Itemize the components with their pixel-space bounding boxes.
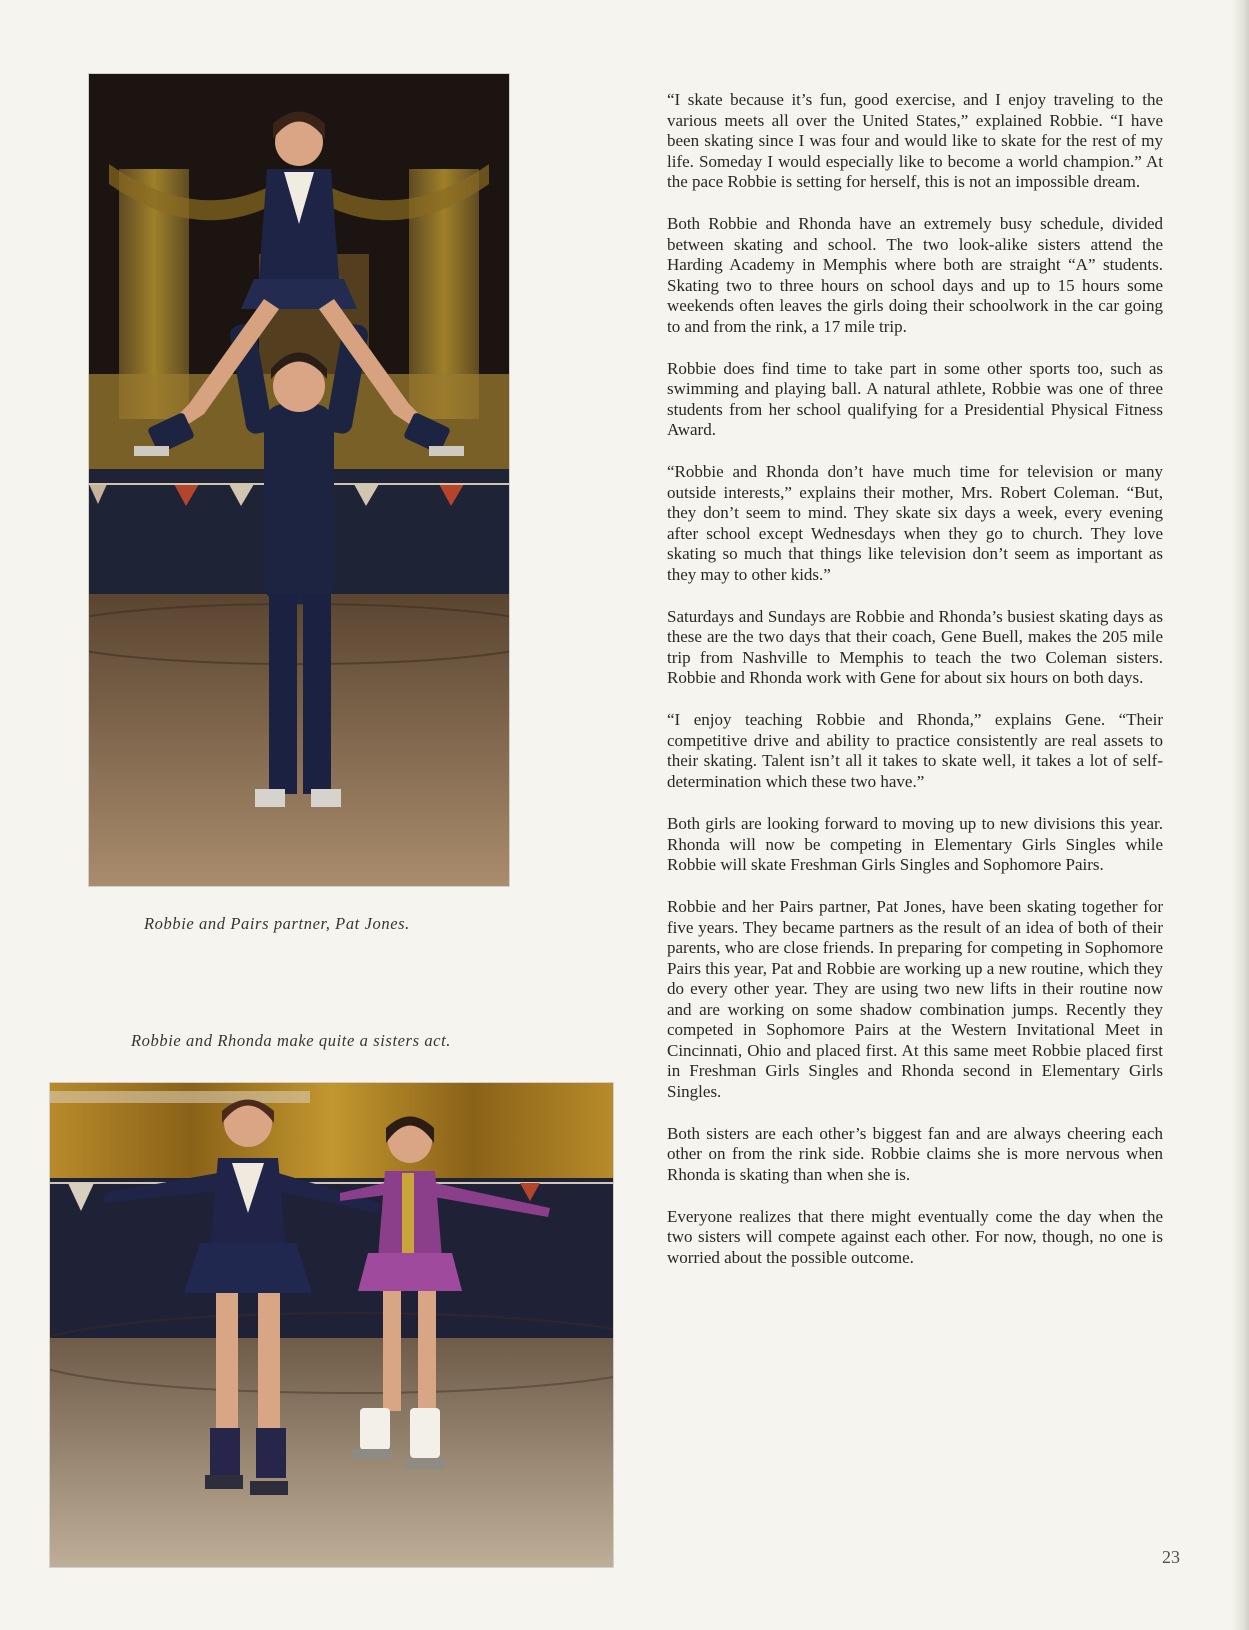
article-paragraph-6: “I enjoy teaching Robbie and Rhonda,” explains Gene. “Their competitive drive and ability to practice consistently are real assets to their skating. Talent isn’t all it takes to skate well, it takes a lot of self-determination which these two have.” — [667, 710, 1163, 791]
article-paragraph-10: Everyone realizes that there might eventually come the day when the two sisters will compete against each other. For now, though, no one is worried about the possible outcome. — [667, 1206, 1163, 1267]
article-paragraph-2: Both Robbie and Rhonda have an extremely busy schedule, divided between skating and school. The two look-alike sisters attend the Harding Academy in Memphis where both are straight “A” students. Skating two to three hours on school days and up to 15 hours some weekends often leaves the girls doing their schoolwork in the car going to and from the rink, a 17 mile trip. — [667, 214, 1163, 336]
article-paragraph-4: “Robbie and Rhonda don’t have much time for television or many outside interests,” explains their mother, Mrs. Robert Coleman. “But, they don’t seem to mind. They skate six days a week, every evening after school except Wednesdays when they go to church. They love skating so much that things like television don’t seem as important as they may to other kids.” — [667, 462, 1163, 584]
article-paragraph-9: Both sisters are each other’s biggest fan and are always cheering each other on from the rink side. Robbie claims she is more nervous when Rhonda is skating than when she is. — [667, 1123, 1163, 1184]
page-number: 23 — [1162, 1547, 1180, 1567]
article-paragraph-1: “I skate because it’s fun, good exercise, and I enjoy traveling to the various meets all over the United States,” explained Robbie. “I have been skating since I was four and would like to skate for the rest of my life. Someday I would especially like to become a world champion.” At the pace Robbie is setting for herself, this is not an impossible dream. — [667, 90, 1163, 191]
pairs-lift-photo — [89, 74, 509, 886]
article-body — [667, 90, 1163, 1290]
page-edge-shadow — [1231, 0, 1249, 1630]
article-paragraph-8: Robbie and her Pairs partner, Pat Jones, have been skating together for five years. They became partners as the result of an idea of both of their parents, who are close friends. In preparing for competing in Sophomore Pairs this year, Pat and Robbie are working up a new routine, which they do every other year. They are using two new lifts in their routine now and are working on some shadow combination jumps. Recently they competed in Sophomore Pairs at the Western Invitational Meet in Cincinnati, Ohio and placed first. At this same meet Robbie placed first in Freshman Girls Singles and Rhonda second in Elementary Girls Singles. — [667, 897, 1163, 1101]
article-paragraph-5: Saturdays and Sundays are Robbie and Rhonda’s busiest skating days as these are the two days that their coach, Gene Buell, makes the 205 mile trip from Nashville to Memphis to teach the two Coleman sisters. Robbie and Rhonda work with Gene for about six hours on both days. — [667, 606, 1163, 688]
sisters-photo-caption: Robbie and Rhonda make quite a sisters act. — [131, 1031, 452, 1050]
sisters-act-photo — [50, 1083, 613, 1567]
article-paragraph-7: Both girls are looking forward to moving up to new divisions this year. Rhonda will now be competing in Elementary Girls Singles while Robbie will skate Freshman Girls Singles and Sophomore Pairs. — [667, 814, 1163, 875]
pairs-photo-caption: Robbie and Pairs partner, Pat Jones. — [144, 914, 410, 933]
article-paragraph-3: Robbie does find time to take part in some other sports too, such as swimming and playing ball. A natural athlete, Robbie was one of three students from her school qualifying for a Presidential Physical Fitness Award. — [667, 358, 1163, 440]
